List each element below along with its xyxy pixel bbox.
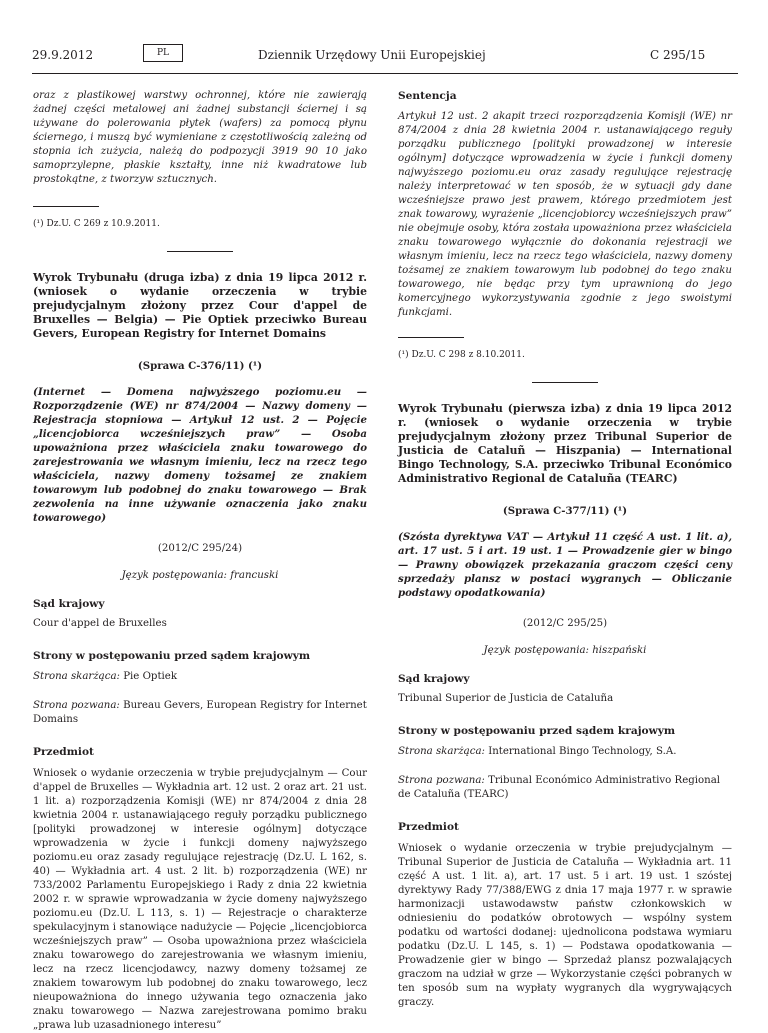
- operative-part-heading: Sentencja: [398, 90, 457, 102]
- referring-court-heading: Sąd krajowy: [398, 673, 470, 685]
- language-of-proceedings: Język postępowania: francuski: [121, 570, 279, 581]
- applicant-line: [33, 670, 367, 684]
- judgment-title: Wyrok Trybunału (pierwsza izba) z dnia 19 lipca 2012 r. (wniosek o wydanie orzeczenia w trybie prejudycjalnym złożony przez Tribunal Superior de Justicia de Cataluñ — Hiszpania) — International Bingo Technology, S.A. przeciwko Tribunal Económico Administrativo Regional de Cataluña (TEARC): [398, 402, 732, 485]
- journal-title: Dziennik Urzędowy Unii Europejskiej: [258, 48, 486, 62]
- language-of-proceedings: Język postępowania: hiszpański: [483, 645, 647, 656]
- language-badge: PL: [143, 44, 183, 62]
- keywords: (Internet — Domena najwyższego poziomu.eu — Rozporządzenie (WE) nr 874/2004 — Nazwy domeny — Rejestracja stopniowa — Artykuł 12 ust. 2 — Pojęcie „licencjobiorca wcześniejszych praw” — Osoba upoważniona przez właściciela znaku towarowego do zarejestrowania we własnym imieniu, lecz na rzecz tego właściciela, nazwy domeny tożsamej ze znakiem towarowym lub podobnej do znaku towarowego — Brak zezwolenia na inne używanie oznaczenia jako znaku towarowego): [33, 386, 367, 524]
- parties-heading: Strony w postępowaniu przed sądem krajowym: [33, 650, 311, 662]
- separator-rule: [167, 251, 233, 252]
- applicant-label: Strona skarżąca:: [33, 671, 120, 682]
- page-number: C 295/15: [650, 48, 706, 62]
- referring-court-heading: Sąd krajowy: [33, 598, 105, 610]
- subject-paragraph: Wniosek o wydanie orzeczenia w trybie prejudycjalnym — Cour d'appel de Bruxelles — Wykładnia art. 12 ust. 2 oraz art. 21 ust. 1 lit. a) rozporządzenia Komisji (WE) nr 874/2004 z dnia 28 kwietnia 2004 r. ustanawiającego reguły porządku publicznego [polityki prowadzonej w interesie ogólnym] dotyczące wprowadzenia w życie i funkcji domeny najwyższego poziomu.eu oraz zasady regulujące rejestrację (Dz.U. L 162, s. 40) — Wykładnia art. 4 ust. 2 lit. b) rozporządzenia (WE) nr 733/2002 Parlamentu Europejskiego i Rady z dnia 22 kwietnia 2002 r. w sprawie wprowadzania w życie domeny najwyższego poziomu.eu (Dz.U. L 113, s. 1) — Rejestracje o charakterze spekulacyjnym i stanowiące nadużycie — Pojęcie „licencjobiorca wcześniejszych praw” — Osoba upoważniona przez właściciela znaku towarowego do zarejestrowania we własnym imieniu, lecz na rzecz licencjodawcy, nazwy domeny tożsamej ze znakiem towarowym lub podobnej do znaku towarowego, lecz nieupoważniona do innego używania tego oznaczenia jako znaku towarowego — Nazwa zarejestrowana pomimo braku „prawa lub uzasadnionego interesu”: [33, 768, 367, 1031]
- defendant-line: [33, 699, 367, 727]
- header-date: 29.9.2012: [32, 48, 94, 62]
- defendant-line: [398, 774, 732, 802]
- footnote-rule: [33, 206, 99, 207]
- defendant-label: Strona pozwana:: [33, 700, 120, 711]
- parties-heading: Strony w postępowaniu przed sądem krajowym: [398, 725, 676, 737]
- defendant: Tribunal Económico Administrativo Regional de Cataluña (TEARC): [398, 775, 721, 800]
- footnote-rule: [398, 337, 464, 338]
- case-number: (Sprawa C-377/11) (¹): [502, 505, 628, 517]
- reference-number: (2012/C 295/25): [522, 618, 608, 629]
- applicant: International Bingo Technology, S.A.: [484, 746, 677, 757]
- subject-heading: Przedmiot: [33, 746, 94, 758]
- left-column: [33, 89, 367, 1033]
- defendant-label: Strona pozwana:: [398, 775, 485, 786]
- case-number: (Sprawa C-376/11) (¹): [137, 360, 263, 372]
- footnote: (¹) Dz.U. C 269 z 10.9.2011.: [33, 219, 160, 229]
- applicant-label: Strona skarżąca:: [398, 746, 485, 757]
- header-rule: [32, 73, 738, 74]
- intro-paragraph: oraz z plastikowej warstwy ochronnej, które nie zawierają żadnej części metalowej ani żadnej substancji ściernej i są używane do polerowania płytek (wafers) za pomocą płynu ściernego, i muszą być wymieniane z częstotliwością zależną od stopnia ich zużycia, należą do podpozycji 3919 90 10 jako samoprzylepne, płaskie kształty, inne niż kwadratowe lub prostokątne, z tworzyw sztucznych.: [33, 90, 367, 185]
- footnote: (¹) Dz.U. C 298 z 8.10.2011.: [398, 350, 525, 360]
- separator-rule: [532, 382, 598, 383]
- keywords: (Szósta dyrektywa VAT — Artykuł 11 część A ust. 1 lit. a), art. 17 ust. 5 i art. 19 ust. 1 — Prowadzenie gier w bingo — Prawny obowiązek przekazania graczom części ceny sprzedaży plansz w postaci wygranych — Obliczanie podstawy opodatkowania): [398, 531, 732, 599]
- applicant: Pie Optiek: [119, 671, 177, 682]
- reference-number: (2012/C 295/24): [157, 543, 243, 554]
- defendant: Bureau Gevers, European Registry for Internet Domains: [33, 700, 367, 725]
- subject-heading: Przedmiot: [398, 821, 459, 833]
- subject-paragraph: Wniosek o wydanie orzeczenia w trybie prejudycjalnym — Tribunal Superior de Justicia de Cataluña — Wykładnia art. 11 część A ust. 1 lit. a), art. 17 ust. 5 i art. 19 ust. 1 szóstej dyrektywy Rady 77/388/EWG z dnia 17 maja 1977 r. w sprawie harmonizacji ustawodawstw państw członkowskich w odniesieniu do podatków obrotowych — wspólny system podatku od wartości dodanej: ujednolicona podstawa wymiaru podatku (Dz.U. L 145, s. 1) — Podstawa opodatkowania — Prowadzenie gier w bingo — Sprzedaż plansz pozwalających graczom na udział w grze — Wykorzystanie części pobranych w ten sposób sum na wypłaty wygranych dla wygrywających graczy.: [398, 843, 732, 1008]
- referring-court: Cour d'appel de Bruxelles: [33, 618, 167, 629]
- operative-part: Artykuł 12 ust. 2 akapit trzeci rozporządzenia Komisji (WE) nr 874/2004 z dnia 28 kwietnia 2004 r. ustanawiającego reguły porządku publicznego [polityki prowadzonej w interesie ogólnym] dotyczące wprowadzenia w życie i funkcji domeny najwyższego poziomu.eu oraz zasady regulujące rejestrację należy interpretować w ten sposób, że w sytuacji gdy dane wcześniejsze prawo jest prawem, którego przedmiotem jest znak towarowy, wyrażenie „licencjobiorcy wcześniejszych praw” nie obejmuje osoby, która została upoważniona przez właściciela znaku towarowego wyłącznie do dokonania rejestracji we własnym imieniu, lecz na rzecz tego właściciela, nazwy domeny tożsamej ze znakiem towarowym lub podobnej do tego znaku towarowego, nie będąc przy tym uprawnioną do jego komercyjnego wykorzystywania zgodnie z jego swoistymi funkcjami.: [398, 111, 732, 318]
- applicant-line: [398, 745, 732, 759]
- right-column: [398, 89, 732, 1010]
- judgment-title: Wyrok Trybunału (druga izba) z dnia 19 lipca 2012 r. (wniosek o wydanie orzeczenia w trybie prejudycjalnym złożony przez Cour d'appel de Bruxelles — Belgia) — Pie Optiek przeciwko Bureau Gevers, European Registry for Internet Domains: [33, 271, 367, 340]
- referring-court: Tribunal Superior de Justicia de Cataluña: [398, 693, 614, 704]
